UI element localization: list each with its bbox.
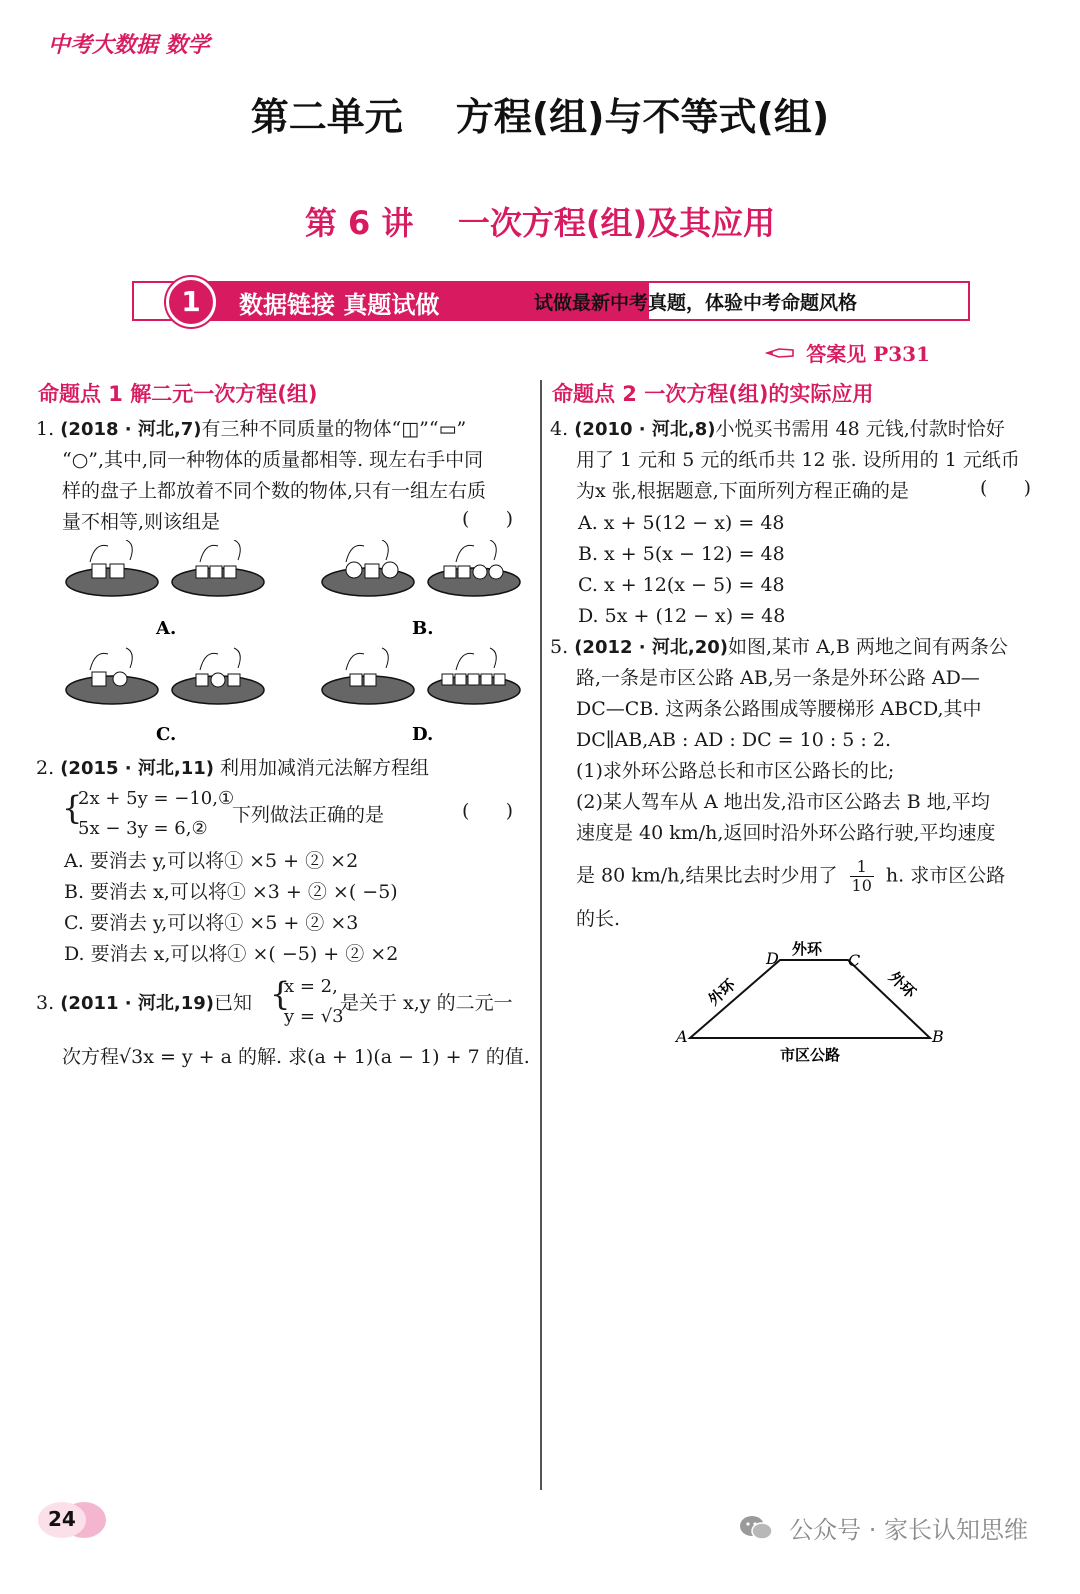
- q2-answer-paren: ( ): [462, 800, 514, 822]
- q2-option-c: C. 要消去 y,可以将① ×5 + ② ×3: [64, 912, 359, 934]
- question-2: [36, 753, 429, 784]
- q5-line6: (2)某人驾车从 A 地出发,沿市区公路去 B 地,平均: [576, 791, 990, 813]
- q5-line8-a: 是 80 km/h,结果比去时少用了: [576, 864, 838, 887]
- q3-line1-tail: 是关于 x,y 的二元一: [340, 992, 513, 1014]
- section-slogan: 试做最新中考真题，体验中考命题风格: [534, 292, 858, 314]
- q1-source: (2018 · 河北,7): [60, 419, 202, 440]
- q4-line2: 用了 1 元和 5 元的纸币共 12 张. 设所用的 1 元纸币: [576, 449, 1020, 471]
- q4-line3: 为x 张,根据题意,下面所列方程正确的是: [576, 480, 909, 502]
- q5-number: 5.: [550, 636, 569, 658]
- q2-line1: 利用加减消元法解方程组: [220, 757, 430, 779]
- q3-source: (2011 · 河北,19): [60, 993, 214, 1014]
- q2-tail: 下列做法正确的是: [232, 804, 385, 826]
- section-title: 数据链接 真题试做: [239, 291, 440, 319]
- edge-ad-label: 外环: [704, 975, 739, 1009]
- q1-label-c: C.: [156, 724, 177, 745]
- edge-dc-label: 外环: [792, 940, 823, 958]
- column-divider: [540, 380, 542, 1490]
- lecture-title: 第 6 讲 一次方程(组)及其应用: [304, 204, 776, 242]
- question-1: [36, 414, 536, 538]
- q1-label-d: D.: [412, 724, 434, 745]
- q3-brace: {: [270, 975, 291, 1013]
- q5-line4: DC∥AB,AB : AD : DC = 10 : 5 : 2.: [576, 729, 891, 751]
- q4-option-b: B. x + 5(x − 12) = 48: [578, 543, 785, 565]
- q5-source: (2012 · 河北,20): [574, 637, 728, 658]
- page-number: 24: [48, 1507, 76, 1531]
- q4-options: [578, 508, 785, 632]
- q2-source: (2015 · 河北,11): [60, 758, 214, 779]
- vertex-d-label: D: [766, 949, 779, 968]
- q3-sys2: y = √3: [284, 1006, 344, 1027]
- edge-ab-label: 市区公路: [780, 1046, 841, 1064]
- q4-option-a: A. x + 5(12 − x) = 48: [578, 512, 785, 534]
- q1-line1: 有三种不同质量的物体“◫”“▭”: [201, 418, 467, 440]
- balance-option-c: [66, 648, 264, 704]
- q5-line3: DC—CB. 这两条公路围成等腰梯形 ABCD,其中: [576, 698, 982, 720]
- q2-brace: {: [62, 789, 83, 827]
- q5-frac-numerator: 1: [850, 858, 874, 877]
- section-number-badge: 1: [166, 277, 216, 327]
- q1-label-a: A.: [156, 618, 177, 639]
- watermark-text: 公众号 · 家长认知思维: [789, 1516, 1028, 1544]
- q2-option-a: A. 要消去 y,可以将① ×5 + ② ×2: [64, 850, 359, 872]
- watermark: [739, 1510, 1028, 1548]
- section-banner: [132, 281, 970, 321]
- q3-sys1: x = 2,: [284, 976, 338, 997]
- q3-line2: 次方程√3x = y + a 的解. 求(a + 1)(a − 1) + 7 的值.: [62, 1046, 530, 1068]
- balance-option-b: [322, 540, 520, 596]
- balance-option-a: [66, 540, 264, 596]
- topic-1-heading: 命题点 1 解二元一次方程(组): [38, 382, 318, 406]
- q4-source: (2010 · 河北,8): [574, 419, 716, 440]
- unit-title: 第二单元 方程(组)与不等式(组): [250, 95, 830, 139]
- q5-line8: [576, 858, 1005, 895]
- q2-options: [64, 846, 398, 970]
- q1-label-b: B.: [412, 618, 434, 639]
- vertex-c-label: C: [848, 951, 861, 970]
- q1-number: 1.: [36, 418, 55, 440]
- q2-option-d: D. 要消去 x,可以将① ×( −5) + ② ×2: [64, 943, 399, 965]
- answer-ref-text: 答案见 P331: [806, 342, 930, 366]
- q4-option-c: C. x + 12(x − 5) = 48: [578, 574, 785, 596]
- q3-number: 3.: [36, 992, 55, 1014]
- q1-line4: 量不相等,则该组是: [62, 511, 221, 533]
- q5-line7: 速度是 40 km/h,返回时沿外环公路行驶,平均速度: [576, 822, 996, 844]
- answer-reference: [765, 338, 930, 367]
- balance-option-d: [322, 648, 520, 704]
- question-3: [36, 988, 252, 1019]
- q1-line2: “○”,其中,同一种物体的质量都相等. 现左右手中同: [62, 449, 484, 471]
- q1-line3: 样的盘子上都放着不同个数的物体,只有一组左右质: [62, 480, 487, 502]
- q5-frac-denominator: 10: [851, 876, 872, 895]
- q3-lead: 已知: [214, 992, 253, 1014]
- vertex-a-label: A: [676, 1027, 688, 1046]
- q1-balance-figures: [60, 540, 530, 750]
- q5-line2: 路,一条是市区公路 AB,另一条是外环公路 AD—: [576, 667, 980, 689]
- q5-line1: 如图,某市 A,B 两地之间有两条公: [728, 636, 1008, 658]
- q4-line1: 小悦买书需用 48 元钱,付款时恰好: [715, 418, 1005, 440]
- q2-eq2: 5x − 3y = 6,②: [78, 818, 208, 839]
- brand-header: 中考大数据 数学: [48, 33, 210, 58]
- q2-number: 2.: [36, 757, 55, 779]
- pointing-hand-icon: [765, 342, 795, 366]
- q5-line8-b: h. 求市区公路: [885, 864, 1006, 887]
- q1-answer-paren: ( ): [462, 508, 514, 530]
- edge-cb-label: 外环: [885, 967, 920, 1002]
- topic-2-heading: 命题点 2 一次方程(组)的实际应用: [552, 382, 874, 406]
- question-5: [550, 632, 1050, 849]
- q4-answer-paren: ( ): [980, 477, 1032, 499]
- wechat-icon: [739, 1514, 773, 1548]
- q5-line9: 的长.: [576, 908, 621, 930]
- q5-trapezoid-figure: [668, 930, 958, 1070]
- q2-system: [78, 784, 234, 844]
- page-number-badge: [36, 1500, 106, 1540]
- q5-line5: (1)求外环公路总长和市区公路长的比;: [576, 760, 895, 782]
- q3-system: [284, 972, 344, 1032]
- q2-option-b: B. 要消去 x,可以将① ×3 + ② ×( −5): [64, 881, 398, 903]
- question-4: [550, 414, 1050, 507]
- q5-fraction: [850, 858, 874, 895]
- q4-number: 4.: [550, 418, 569, 440]
- vertex-b-label: B: [932, 1027, 944, 1046]
- q2-eq1: 2x + 5y = −10,①: [78, 788, 235, 809]
- q4-option-d: D. 5x + (12 − x) = 48: [578, 605, 786, 627]
